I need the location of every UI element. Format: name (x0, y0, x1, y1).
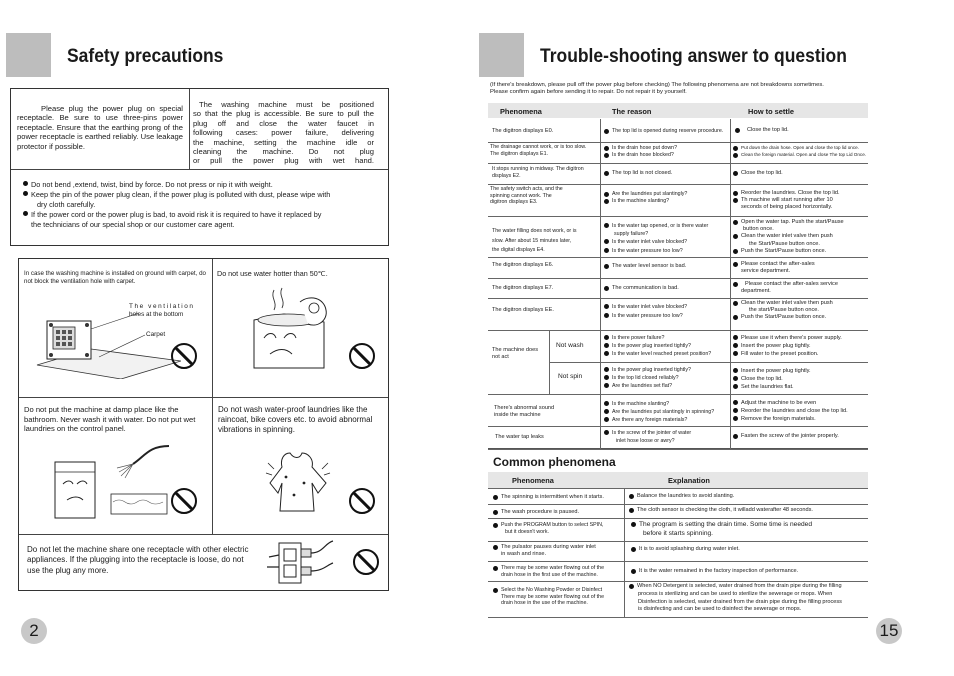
bathroom-washing-illustration (49, 442, 179, 522)
settle-cell: Please contact the after-sales service department. (733, 261, 815, 275)
reason-cell: Is the water inlet valve blocked? Is the water pressure too low? (604, 303, 687, 320)
hot-water-warning-text: Do not use water hotter than 50℃. (217, 269, 328, 278)
common-row: Select the No Washing Powder or Disinfect There may be some water flowing out of the drain hose in the use of the machine. (493, 587, 604, 607)
ventilation-label: The ventilation holes at the bottom (129, 303, 195, 318)
troubleshoot-intro: (If there's breakdown, please pull off the power plug before checking) The following phenomena are not breakdowns sometimes. Please confirm again before sending it to repair. Do not repair it by yourself. (490, 82, 824, 96)
bullet-item: If the power cord or the power plug is bad, to avoid risk it is required to have it replaced by (23, 210, 378, 220)
table-row: The digitron displays E6. (492, 262, 554, 268)
reason-cell: Is the drain hose put down? Is the drain hose blocked? (604, 145, 677, 158)
bullet-item: Keep the pin of the power plug clean, if the power plug is polluted with dust, please wipe with (23, 190, 378, 200)
table-row: The drainage cannot work, or is too slow. The digitron displays E1. (490, 144, 587, 157)
table-header: Phenomena The reason How to settle (488, 103, 868, 118)
common-explanation: The program is setting the drain time. Some time is needed before it starts spinning. (631, 521, 812, 538)
common-explanation: Balance the laundries to avoid slanting. (629, 493, 734, 500)
left-title-square (6, 33, 51, 77)
hot-water-illustration (244, 284, 344, 374)
prohibition-icon (353, 549, 379, 575)
intro-bullets: Do not bend ,extend, twist, bind by force. Do not press or nip it with weight. Keep the pin of the power plug clean, if the power plug is polluted with dust, please wipe with dry cloth carefully. If the power cord or the power plug is bad, to avoid risk it is required to have it replaced by the technicians of our special shop or our customer care agent. (23, 180, 378, 230)
carpet-label: Carpet (146, 331, 166, 338)
page-title-left: Safety precautions (67, 46, 224, 67)
prohibition-icon (349, 488, 375, 514)
settle-cell: Clean the water inlet valve then push the start/Pause button once. Push the Start/Pause button once. (733, 300, 833, 322)
settle-cell: Put down the drain hose. Open and close the top lid once. Clean the foreign material. Open and close The top Lid Once. (733, 145, 866, 158)
reason-cell: The communication is bad. (604, 285, 679, 292)
table-row: The machine does not act (492, 347, 539, 361)
prohibition-icon (171, 488, 197, 514)
common-explanation: The cloth sensor is checking the cloth, it willadd waterafter 48 seconds. (629, 507, 813, 514)
settle-cell: Adjust the machine to be even Reorder the laundries and close the top lid. Remove the foreign materials. (733, 399, 848, 423)
prohibition-icon (171, 343, 197, 369)
intro-right-text: The washing machine must be positioned so that the plug is accessible. Be sure to pull the plug off and close the water faucet in following cases: power failure, delivering the machine, setting the machine idle or cleaning the machine. Do not plug or pull the power plug with wet hand. (193, 100, 374, 166)
right-title-square (479, 33, 524, 77)
settle-cell: Please use it when there's power supply. Insert the power plug tightly. Fill water to the preset position. (733, 334, 842, 358)
sub-phenomenon: Not wash (556, 342, 584, 349)
table-row: It stops running in midway. The digitron displays E2. (492, 166, 584, 179)
reason-cell: Is the machine slanting? Are the laundries put slantingly in spinning? Are there any foreign materials? (604, 400, 714, 424)
prohibition-icon (349, 343, 375, 369)
intro-box (10, 88, 389, 246)
table-row: The water tap leaks (495, 434, 544, 440)
settle-cell: Please contact the after-sales service department. (733, 281, 838, 295)
carpet-warning-text: In case the washing machine is installed on ground with carpet, do not block the ventilation hole with carpet. (24, 270, 206, 285)
table-row: The digitron displays EE. (492, 307, 554, 313)
reason-cell: Is the screw of the jointer of water inlet hose loose or awry? (604, 429, 691, 445)
sub-phenomenon: Not spin (558, 373, 583, 380)
common-row: Push the PROGRAM button to select SPIN, but it doesn't work. (493, 522, 603, 535)
settle-cell: Close the top lid. (733, 170, 783, 177)
damp-place-warning-text: Do not put the machine at damp place like the bathroom. Never wash it with water. Do not put wet laundries on the control panel. (24, 405, 196, 434)
table-row: The water filling does not work, or is slow. After about 15 minutes later, the digital displays E4. (492, 228, 577, 254)
settle-cell: Insert the power plug tightly. Close the top lid. Set the laundries flat. (733, 367, 811, 391)
reason-cell: Is the water tap opened, or is there water supply failure? Is the water inlet valve blocked? Is the water pressure too low? (604, 222, 708, 255)
common-row: There may be some water flowing out of the drain hose in the first use of the machine. (493, 565, 604, 578)
reason-cell: Is there power failure? Is the power plug inserted tightly? Is the water level reached preset position? (604, 334, 711, 358)
waterproof-warning-text: Do not wash water-proof laundries like the raincoat, bike covers etc. to avoid abnormal vibrations in spinning. (218, 405, 373, 434)
power-strip-illustration (265, 537, 335, 589)
table-row: The safety switch acts, and the spinning cannot work. The digitron displays E3. (490, 186, 563, 206)
common-row: The wash procedure is paused. (493, 509, 579, 516)
common-row: The spinning is intermittent when it starts. (493, 494, 604, 501)
page-number-left: 2 (21, 618, 47, 644)
bullet-item: Do not bend ,extend, twist, bind by force. Do not press or nip it with weight. (23, 180, 378, 190)
table-row: There's abnormal sound inside the machine (494, 405, 555, 419)
receptacle-warning-text: Do not let the machine share one receptacle with other electric appliances. If the plugging into the receptacle is loose, do not use the plug any more. (27, 545, 249, 575)
table-row: The digitron displays E0. (492, 128, 554, 134)
common-explanation: It is the water remained in the factory inspection of performance. (631, 568, 798, 575)
common-table-header: Phenomena Explanation (488, 472, 868, 488)
common-phenomena-title: Common phenomena (493, 455, 616, 469)
warning-grid (18, 258, 389, 591)
reason-cell: The water level sensor is bad. (604, 263, 686, 270)
common-explanation: When NO Detergent is selected, water drained from the drain pipe during the filling process is sterilizing and can be used to sterilize the sewerage or mops. When Disinfection is selected, water drained from the drain pipe during the filling process is disinfecting and can be used to disinfect the sewerage or mops. (629, 583, 869, 614)
settle-cell: Fasten the screw of the jointer properly. (733, 433, 839, 440)
settle-cell: Reorder the laundries. Close the top lid. Th machine will start running after 10 seconds of being placed horizontally. (733, 190, 840, 212)
settle-cell: Open the water tap. Push the start/Pause button once. Clean the water inlet valve then push the Start/Pause button once. Push the Start/Pause button once. (733, 219, 844, 255)
table-row: The digitron displays E7. (492, 285, 554, 291)
reason-cell: The top lid is opened during reserve procedure. (604, 128, 723, 135)
common-explanation: It is to avoid splashing during water inlet. (631, 546, 740, 553)
settle-cell: Close the top lid. (735, 127, 789, 134)
reason-cell: Are the laundries put slantingly? Is the machine slanting? (604, 191, 687, 204)
common-row: The pulsator pauses during water inlet in wash and rinse. (493, 544, 596, 558)
reason-cell: Is the power plug inserted tightly? Is the top lid closed reliably? Are the laundries set flat? (604, 366, 691, 390)
intro-left-text: Please plug the power plug on special receptacle. Be sure to use three-pins power receptacle. Ensure that the earthing prong of the power receptacle is earthed reliably. Use leakage protector if possible. (17, 104, 183, 151)
reason-cell: The top lid is not closed. (604, 170, 672, 177)
page-number-right: 15 (876, 618, 902, 644)
raincoat-illustration (264, 449, 334, 519)
page-title-right: Trouble-shooting answer to question (540, 46, 847, 67)
